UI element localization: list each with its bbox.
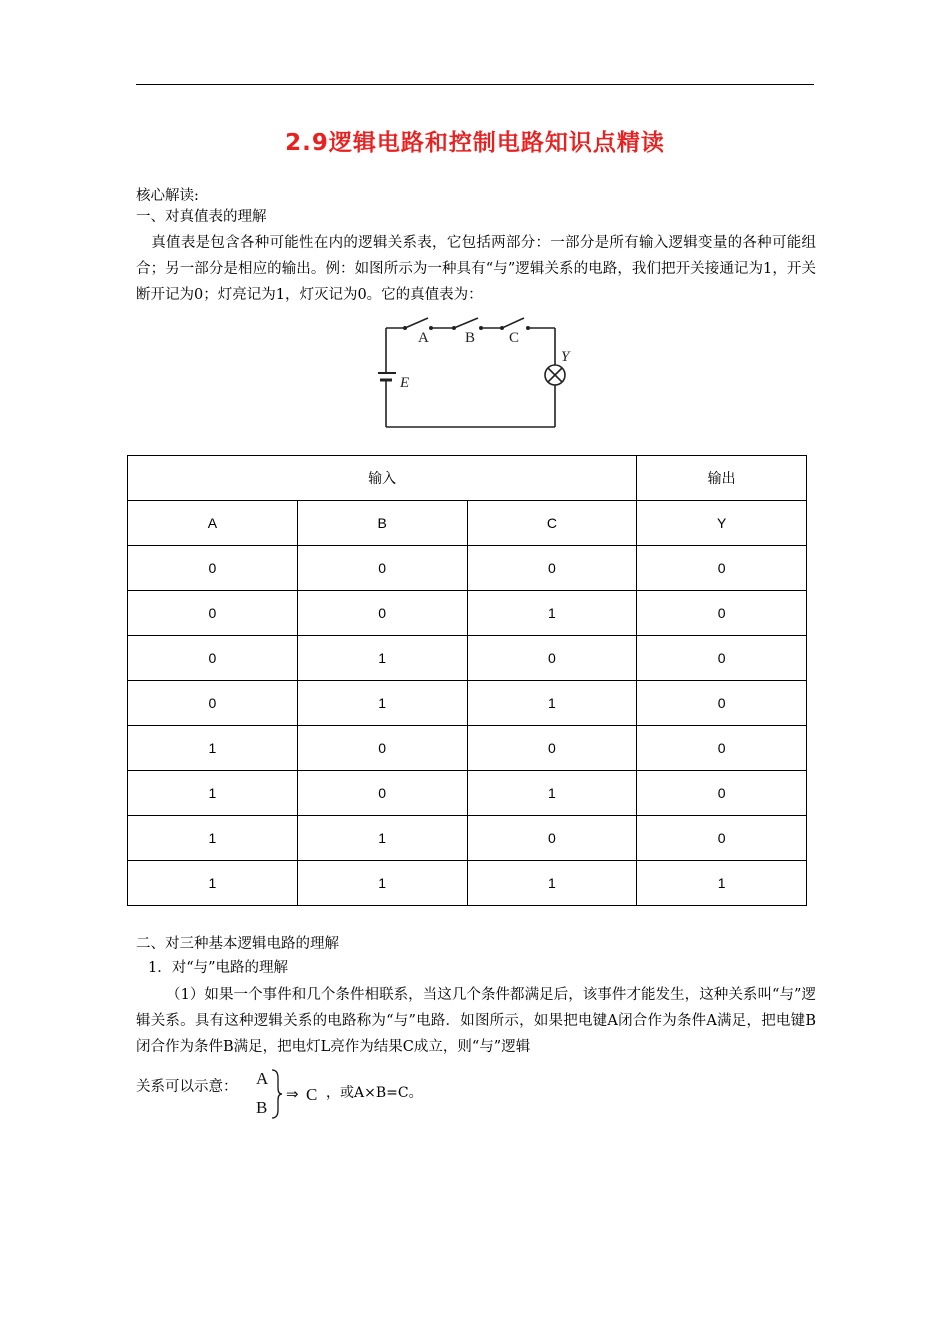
table-cell: 0 [637,681,807,726]
column-b-header: B [297,501,467,546]
input-header-cell: 输入 [128,456,637,501]
table-row [128,726,807,771]
table-cell: 1 [128,726,298,771]
table-cell: 1 [637,861,807,906]
table-cell: 0 [637,726,807,771]
switch-a-label: A [418,330,429,346]
lamp-label: Y [561,349,570,365]
formula-suffix: ，或A×B=C。 [326,1085,423,1101]
column-a-header: A [128,501,298,546]
core-label: 核心解读: [136,188,199,204]
switch-a-contact-2 [429,326,433,330]
switch-a-contact-1 [403,326,407,330]
table-cell: 1 [297,861,467,906]
table-header-row [128,456,807,501]
table-cell: 0 [637,591,807,636]
table-row [128,681,807,726]
table-row [128,771,807,816]
table-cell: 0 [128,681,298,726]
table-row [128,546,807,591]
table-cell: 1 [467,861,637,906]
formula-b: B [256,1098,268,1117]
section1-paragraph [136,230,816,308]
column-y-header: Y [637,501,807,546]
formula-a: A [256,1069,269,1088]
table-cell: 0 [637,636,807,681]
table-cell: 1 [128,861,298,906]
table-cell: 0 [128,591,298,636]
table-cell: 0 [467,636,637,681]
table-cell: 0 [467,726,637,771]
table-row [128,816,807,861]
section1-heading: 一、对真值表的理解 [136,209,267,225]
table-row [128,861,807,906]
table-cell: 1 [128,771,298,816]
table-cell: 0 [297,591,467,636]
table-cell: 1 [128,816,298,861]
table-cell: 1 [297,816,467,861]
table-cell: 0 [467,816,637,861]
switch-b-contact-1 [452,326,456,330]
table-row [128,591,807,636]
table-cell: 1 [467,771,637,816]
table-cell: 1 [297,681,467,726]
table-cell: 0 [637,816,807,861]
section1-paragraph-text: 真值表是包含各种可能性在内的逻辑关系表，它包括两部分：一部分是所有输入逻辑变量的各种可能组合；另一部分是相应的输出。例：如图所示为一种具有“与”逻辑关系的电路，我们把开关接通记为1，开关断开记为0；灯亮记为1，灯灭记为0。它的真值表为： [136,235,816,303]
table-row [128,636,807,681]
section2-paragraph [136,982,816,1060]
header-rule [136,84,814,85]
section2-tail: 关系可以示意： [136,1079,238,1095]
truth-table [127,455,807,906]
formula-arrow: ⇒ [286,1087,299,1103]
table-cell: 0 [128,636,298,681]
table-cell: 1 [467,591,637,636]
switch-b-contact-2 [479,326,483,330]
formula-brace [272,1070,282,1118]
table-cell: 1 [297,636,467,681]
section2-heading: 二、对三种基本逻辑电路的理解 [136,936,339,952]
table-cell: 0 [297,726,467,771]
table-column-row [128,501,807,546]
switch-b-blade [454,318,478,328]
table-cell: 0 [467,546,637,591]
table-cell: 0 [297,546,467,591]
switch-a-blade [405,318,428,328]
section2-subheading: 1．对“与”电路的理解 [148,960,289,976]
table-cell: 1 [467,681,637,726]
switch-c-label: C [509,330,520,346]
table-cell: 0 [637,771,807,816]
output-header-cell: 输出 [637,456,807,501]
table-cell: 0 [637,546,807,591]
switch-c-contact-2 [526,326,530,330]
and-logic-formula [252,1066,452,1122]
table-cell: 0 [297,771,467,816]
section2-paragraph-text: （1）如果一个事件和几个条件相联系，当这几个条件都满足后，该事件才能发生，这种关系叫“与”逻辑关系。具有这种逻辑关系的电路称为“与”电路．如图所示，如果把电键A闭合作为条件A满足，把电键B闭合作为条件B满足，把电灯L亮作为结果C成立，则“与”逻辑 [136,987,816,1055]
formula-c: C [306,1085,318,1104]
table-cell: 0 [128,546,298,591]
and-circuit-diagram [378,312,578,434]
switch-b-label: B [465,330,476,346]
column-c-header: C [467,501,637,546]
page-title: 2.9逻辑电路和控制电路知识点精读 [285,130,665,156]
battery-label: E [400,375,410,391]
switch-c-blade [502,318,524,328]
switch-c-contact-1 [500,326,504,330]
